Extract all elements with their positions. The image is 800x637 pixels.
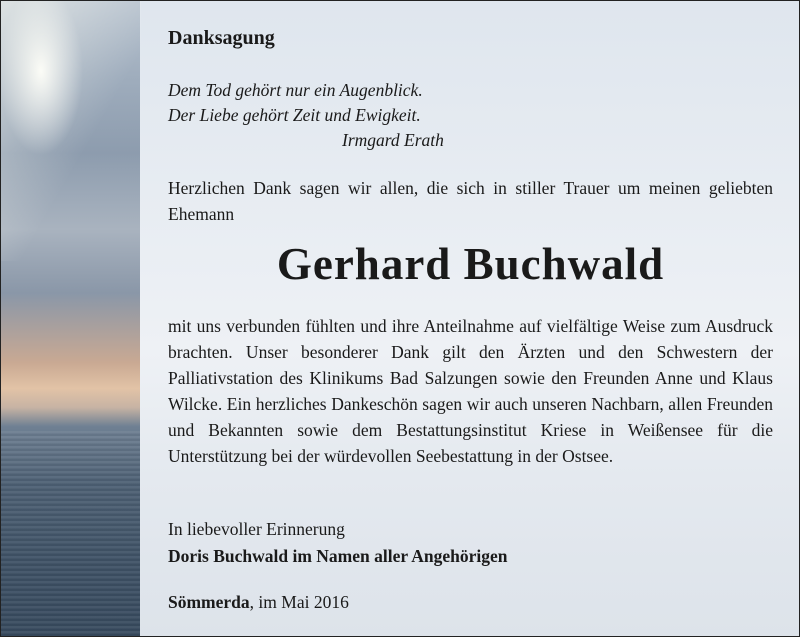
- sea-surface: [1, 431, 140, 636]
- memorial-quote: [168, 78, 444, 153]
- deceased-name: Gerhard Buchwald: [276, 239, 665, 289]
- intro-paragraph: Herzlichen Dank sagen wir allen, die sich in stiller Trauer um meinen geliebten Ehemann: [168, 178, 773, 224]
- place-city: Sömmerda: [168, 592, 250, 612]
- place-date: [168, 592, 349, 613]
- sunlight-rays: [0, 1, 141, 261]
- quote-author: Irmgard Erath: [342, 130, 444, 150]
- signer-name: Doris Buchwald im Namen aller Angehörigen: [168, 546, 508, 566]
- closing-block: [168, 516, 507, 570]
- quote-line-1: Dem Tod gehört nur ein Augenblick.: [168, 80, 423, 100]
- notice-heading: Danksagung: [168, 27, 275, 49]
- quote-line-2: Der Liebe gehört Zeit und Ewigkeit.: [168, 105, 421, 125]
- thanks-paragraph: mit uns verbunden fühlten und ihre Anteilnahme auf vielfältige Weise zum Ausdruck brachten. Unser besonderer Dank gilt den Ärzten und den Schwestern der Palliativstation des Klinikums Bad Salzungen sowie den Freunden Anne und Klaus Wilcke. Ein herzliches Dankeschön sagen wir auch unseren Nachbarn, allen Freunden und Bekannten sowie dem Bestattungsinstitut Kriese in Weißensee für die Unterstützung bei der würdevollen Seebestattung in der Ostsee.: [168, 316, 773, 466]
- sea-sky-photo: [1, 1, 140, 636]
- closing-intro: In liebevoller Erinnerung: [168, 519, 345, 539]
- notice-date: , im Mai 2016: [249, 592, 349, 612]
